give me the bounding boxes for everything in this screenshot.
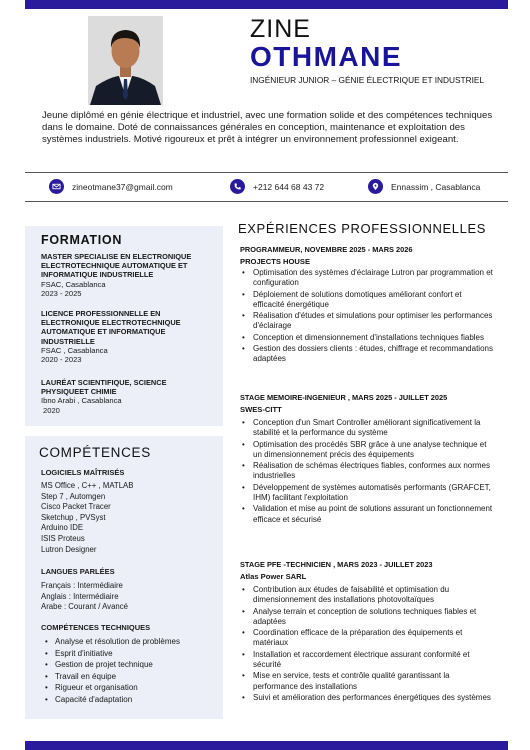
tech-skills-list <box>41 636 221 705</box>
degree-name: MASTER SPECIALISE EN ELECTRONIQUE ELECTROTECHNIQUE AUTOMATIQUE ET INFORMATIQUE INDUSTRIELLE <box>41 252 192 280</box>
job-bullets <box>240 268 495 366</box>
first-name: ZINE <box>250 15 311 43</box>
profile-photo <box>88 16 163 105</box>
contact-phone[interactable] <box>230 179 324 194</box>
contact-email[interactable] <box>49 179 173 194</box>
school-name: Ibno Arabi , Casablanca <box>41 396 122 406</box>
experience-title: EXPÉRIENCES PROFESSIONNELLES <box>238 221 486 236</box>
study-years: 2020 <box>43 405 60 415</box>
person-photo-icon <box>88 16 163 105</box>
software-item: Cisco Packet Tracer <box>41 502 111 512</box>
languages-list <box>41 581 128 613</box>
formation-title: FORMATION <box>41 233 123 247</box>
software-item: ISIS Proteus <box>41 533 85 543</box>
school-name: FSAC , Casablanca <box>41 345 108 355</box>
job-bullets <box>240 418 495 526</box>
degree-name: LAURÉAT SCIENTIFIQUE, SCIENCE PHYSIQUEET CHIMIE <box>41 378 167 397</box>
job-heading: PROGRAMMEUR, NOVEMBRE 2025 - MARS 2026 <box>240 245 413 254</box>
email-text: zineotmane37@gmail.com <box>72 181 173 192</box>
phone-icon <box>230 179 245 194</box>
contact-bar <box>40 176 500 198</box>
degree-name: LICENCE PROFESSIONNELLE EN ELECTRONIQUE ELECTROTECHNIQUE AUTOMATIQUE ET INFORMATIQUE INDUSTRIELLE <box>41 309 181 346</box>
software-item: Arduino IDE <box>41 523 84 533</box>
phone-text: +212 644 68 43 72 <box>253 181 325 192</box>
list-item: • Rigueur et organisation <box>41 682 221 694</box>
job-bullets <box>240 585 495 704</box>
job-heading: STAGE PFE -TECHNICIEN , MARS 2023 - JUILLET 2023 <box>240 560 433 569</box>
list-item: • Installation et raccordement électrique assurant conformité et sécurité <box>240 650 495 671</box>
list-item: • Optimisation des procédés SBR grâce à une analyse technique et un dimensionnement précis des équipements <box>240 440 495 461</box>
list-item: • Gestion de projet technique <box>41 659 221 671</box>
formation-panel <box>25 226 223 426</box>
formation-item <box>41 252 219 298</box>
list-item: • Capacité d'adaptation <box>41 694 221 706</box>
study-years: 2020 - 2023 <box>41 355 82 365</box>
job-heading: STAGE MEMOIRE-INGENIEUR , MARS 2025 - JUILLET 2025 <box>240 393 448 402</box>
list-item: • Validation et mise au point de solutions assurant un fonctionnement efficace et sécurisé <box>240 504 495 525</box>
software-item: Step 7 , Automgen <box>41 491 106 501</box>
language-item: Français : Intermédiaire <box>41 581 123 590</box>
list-item: • Contribution aux études de faisabilité et optimisation du dimensionnement des installations photovoltaïques <box>240 585 495 606</box>
software-list <box>41 481 133 555</box>
formation-item <box>41 309 219 365</box>
job-company: Atlas Power SARL <box>240 572 307 581</box>
job-title: INGÉNIEUR JUNIOR – GÉNIE ÉLECTRIQUE ET INDUSTRIEL <box>250 75 485 85</box>
language-item: Anglais : Intermédiaire <box>41 591 119 601</box>
list-item: • Analyse terrain et conception de solutions techniques fiables et adaptées <box>240 607 495 628</box>
list-item: • Conception d'un Smart Controller améliorant significativement la stabilité et la performance du système <box>240 418 495 439</box>
contact-location <box>368 179 480 194</box>
school-name: FSAC, Casablanca <box>41 279 106 289</box>
software-title: LOGICIELS MAÎTRISÉS <box>41 468 125 477</box>
list-item: • Suivi et amélioration des performances énergétiques des systèmes <box>240 693 495 703</box>
list-item: • Travail en équipe <box>41 671 221 683</box>
top-accent-bar <box>25 0 508 9</box>
study-years: 2023 - 2025 <box>41 289 82 299</box>
list-item: • Réalisation d'études et simulations pour optimiser les performances d'éclairage <box>240 311 495 332</box>
mail-icon <box>49 179 64 194</box>
list-item: • Esprit d'initiative <box>41 648 221 660</box>
languages-title: LANGUES PARLÉES <box>41 567 115 576</box>
competences-title: COMPÉTENCES <box>39 445 151 460</box>
divider-bottom <box>25 201 508 202</box>
list-item: • Gestion des dossiers clients : études, chiffrage et recommandations adaptées <box>240 344 495 365</box>
list-item: • Optimisation des systèmes d'éclairage Lutron par programmation et configuration <box>240 268 495 289</box>
list-item: • Coordination efficace de la préparation des équipements et matériaux <box>240 628 495 649</box>
list-item: • Analyse et résolution de problèmes <box>41 636 221 648</box>
software-item: MS Office , C++ , MATLAB <box>41 481 134 490</box>
list-item: • Développement de systèmes automatisés performants (GRAFCET, IHM) facilitant l'exploitation <box>240 483 495 504</box>
bottom-accent-bar <box>25 741 508 750</box>
software-item: Sketchup , PVSyst <box>41 512 106 522</box>
job-company: SWES-CITT <box>240 405 282 414</box>
list-item: • Déploiement de solutions domotiques améliorant confort et efficacité énergétique <box>240 290 495 311</box>
software-item: Lutron Designer <box>41 544 97 554</box>
divider-top <box>25 172 508 173</box>
job-company: PROJECTS HOUSE <box>240 257 311 266</box>
last-name: OTHMANE <box>250 41 403 72</box>
location-pin-icon <box>368 179 383 194</box>
location-text: Ennassim , Casablanca <box>391 181 481 192</box>
profile-summary: Jeune diplômé en génie électrique et industriel, avec une formation solide et des compétences techniques dans le domaine. Doté de connaissances générales en conception, maintenance et exploitation des systèmes industriels. Motivé rigoureux et prêt à intégrer un environnement professionnel exigeant. <box>42 110 493 146</box>
list-item: • Mise en service, tests et contrôle qualité garantissant la performance des installations <box>240 671 495 692</box>
competences-panel <box>25 436 223 719</box>
list-item: • Réalisation de schémas électriques fiables, conformes aux normes industrielles <box>240 461 495 482</box>
language-item: Arabe : Courant / Avancé <box>41 602 128 612</box>
formation-item <box>41 378 219 415</box>
tech-skills-title: COMPÉTENCES TECHNIQUES <box>41 623 151 632</box>
list-item: • Conception et dimensionnement d'installations techniques fiables <box>240 333 495 343</box>
